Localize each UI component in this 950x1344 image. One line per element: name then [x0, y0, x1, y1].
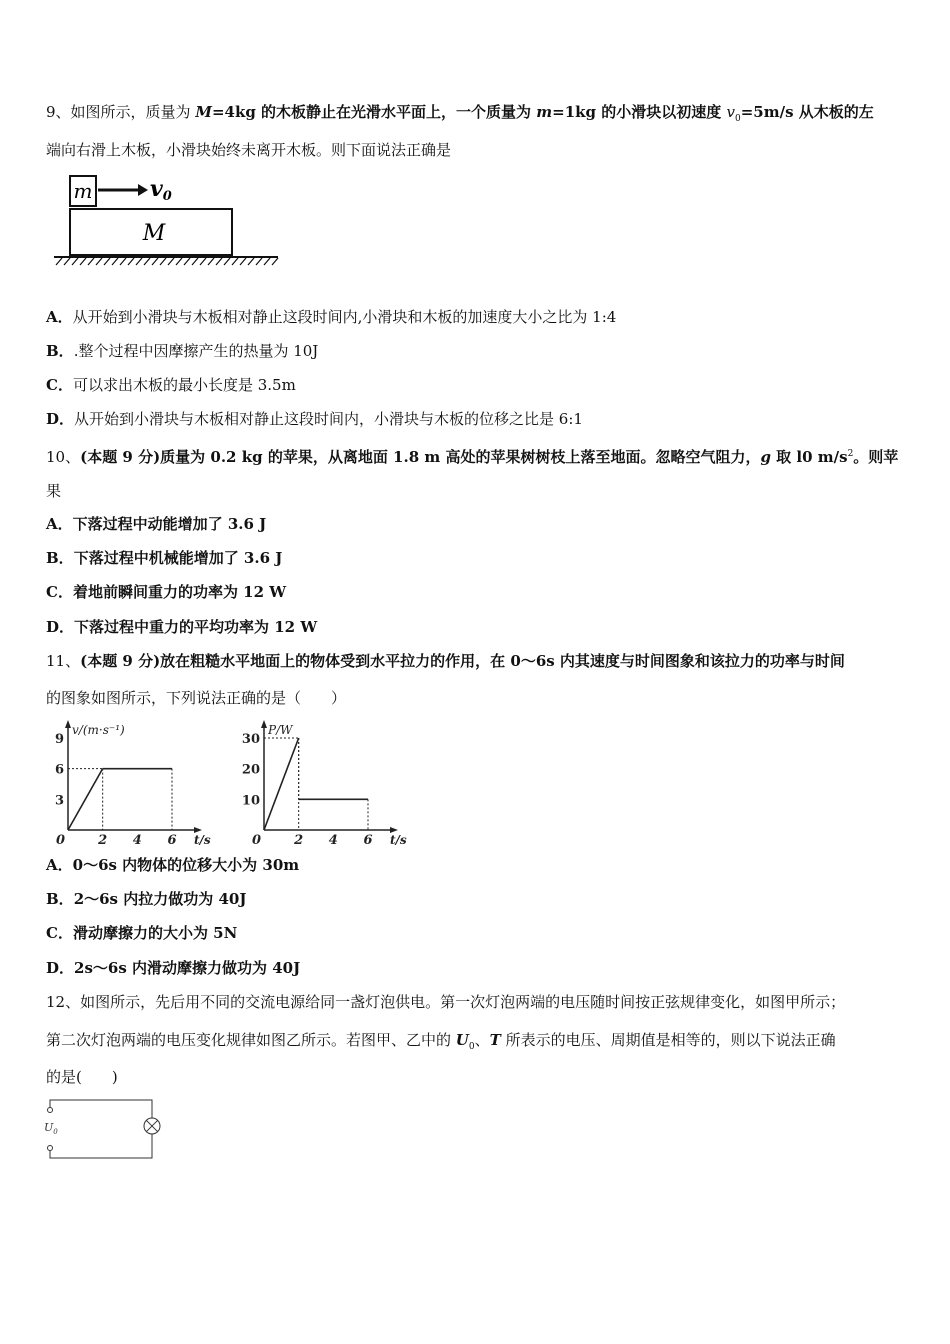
v-chart-y-tick-label: 9	[54, 732, 64, 747]
v-chart-x-tick-label: 6	[167, 833, 177, 848]
circuit-wire-lower	[50, 1134, 152, 1158]
ground-hatch-mark	[136, 258, 142, 265]
q9-option-b[interactable]: B．.整个过程中因摩擦产生的热量为 10J	[46, 342, 319, 360]
q11-option-a[interactable]: A．0～6s 内物体的位移大小为 30m	[46, 856, 300, 874]
ground-hatch-mark	[208, 258, 214, 265]
q12-stem-line3: 的是( )	[46, 1068, 118, 1086]
v-chart-x-tick-label: 4	[132, 833, 142, 848]
q9-option-d[interactable]: D．从开始到小滑块与木板相对静止这段时间内，小滑块与木板的位移之比是 6:1	[46, 410, 583, 428]
q12-stem-line1: 12、如图所示，先后用不同的交流电源给同一盏灯泡供电。第一次灯泡两端的电压随时间按正弦规律变化，如图甲所示；	[46, 993, 846, 1011]
ground-hatch-mark	[144, 258, 150, 265]
q11-option-b[interactable]: B．2～6s 内拉力做功为 40J	[46, 890, 247, 908]
q10-number: 10、	[46, 448, 81, 466]
q11-number: 11、	[46, 652, 81, 670]
p-chart-y-tick-label: 20	[241, 762, 260, 778]
ground-hatch-mark	[256, 258, 262, 265]
ground-hatch-mark	[216, 258, 222, 265]
ground-hatch-mark	[240, 258, 246, 265]
ground-hatch-mark	[176, 258, 182, 265]
q10-stem-line2: 果	[46, 482, 62, 500]
p-chart-origin-label: 0	[252, 833, 262, 848]
q10-option-d[interactable]: D．下落过程中重力的平均功率为 12 W	[46, 618, 318, 636]
p-chart-y-label: P/W	[268, 723, 293, 737]
q12-circuit	[44, 1098, 166, 1162]
q10-stem-line1: 10、(本题 9 分)质量为 0.2 kg 的苹果，从离地面 1.8 m 高处的苹果树树枝上落至地面。忽略空气阻力，g 取 l0 $m/s^2$。则苹	[46, 448, 899, 466]
q11-option-c[interactable]: C．滑动摩擦力的大小为 5N	[46, 924, 238, 942]
ground-hatch-mark	[264, 258, 270, 265]
ground-hatch-mark	[248, 258, 254, 265]
ground-hatch-mark	[160, 258, 166, 265]
q9-stem-line2: 端向右滑上木板，小滑块始终未离开木板。则下面说法正确是	[46, 141, 452, 159]
ground-hatch-mark	[72, 258, 78, 265]
q9-option-c[interactable]: C．可以求出木板的最小长度是 3.5m	[46, 376, 296, 394]
p-chart-y-tick-label: 30	[241, 732, 260, 747]
ground-hatch-mark	[56, 258, 62, 265]
ground-hatch-mark	[64, 258, 70, 265]
v-chart-y-label: v/(m·s⁻¹)	[72, 723, 125, 737]
power-time-chart	[241, 720, 412, 848]
ground-hatch-mark	[120, 258, 126, 265]
q12-number: 12、	[46, 993, 81, 1011]
ground-hatch-mark	[80, 258, 86, 265]
terminal-top	[48, 1108, 53, 1113]
slider-block-label: m	[73, 179, 93, 203]
q10-option-b[interactable]: B．下落过程中机械能增加了 3.6 J	[46, 549, 283, 567]
q9-number: 9、	[46, 103, 71, 121]
q11-stem-line1: 11、(本题 9 分)放在粗糙水平地面上的物体受到水平拉力的作用，在 0～6s 内其速度与时间图象和该拉力的功率与时间	[46, 652, 845, 670]
q10-option-c[interactable]: C．着地前瞬间重力的功率为 12 W	[46, 583, 287, 601]
q9-figure	[50, 170, 286, 270]
v-chart-y-axis-arrow	[65, 720, 71, 728]
q10-option-a[interactable]: A．下落过程中动能增加了 3.6 J	[46, 515, 267, 533]
ground-hatch-mark	[184, 258, 190, 265]
q11-stem-line2: 的图象如图所示，下列说法正确的是（ ）	[46, 689, 347, 707]
q9-option-a[interactable]: A．从开始到小滑块与木板相对静止这段时间内,小滑块和木板的加速度大小之比为 1:4	[46, 308, 617, 326]
terminal-bottom	[48, 1146, 53, 1151]
p-chart-x-tick-label: 2	[294, 833, 304, 848]
circuit-wire	[50, 1100, 152, 1118]
ground-hatch-mark	[232, 258, 238, 265]
ground-hatch-mark	[224, 258, 230, 265]
q12-stem-line2: 第二次灯泡两端的电压变化规律如图乙所示。若图甲、乙中的 $U_0$、T 所表示的电压、周期值是相等的，则以下说法正确	[46, 1031, 836, 1052]
ground-hatch-mark	[104, 258, 110, 265]
v-chart-y-tick-label: 6	[54, 762, 64, 778]
p-chart-x-tick-label: 6	[363, 833, 373, 848]
velocity-time-chart	[46, 720, 216, 848]
p-chart-series-segment	[264, 738, 299, 830]
ground-hatch-mark	[112, 258, 118, 265]
circuit-voltage-label: $U_0$	[44, 1121, 58, 1136]
board-label: M	[142, 221, 166, 246]
ground-hatch-mark	[200, 258, 206, 265]
q11-option-d[interactable]: D．2s～6s 内滑动摩擦力做功为 40J	[46, 959, 301, 977]
p-chart-y-tick-label: 10	[241, 793, 260, 809]
v-chart-series-segment	[68, 769, 103, 830]
p-chart-y-axis-arrow	[261, 720, 267, 728]
p-chart-x-label: t/s	[390, 833, 407, 847]
ground-hatch-mark	[152, 258, 158, 265]
velocity-label: v0	[150, 176, 172, 204]
ground-hatch-mark	[128, 258, 134, 265]
q9-stem-line1: 9、如图所示，质量为 M=4kg 的木板静止在光滑水平面上，一个质量为 m=1kg 的小滑块以初速度 $v_0=5m/s$ 从木板的左	[46, 103, 874, 124]
v-chart-origin-label: 0	[56, 833, 66, 848]
p-chart-x-tick-label: 4	[328, 833, 338, 848]
ground-hatch-mark	[272, 258, 278, 265]
ground-hatch	[56, 258, 278, 265]
ground-hatch-mark	[88, 258, 94, 265]
ground-hatch-mark	[96, 258, 102, 265]
v-chart-x-label: t/s	[194, 833, 211, 847]
velocity-arrow-head	[138, 184, 148, 196]
ground-hatch-mark	[192, 258, 198, 265]
ground-hatch-mark	[168, 258, 174, 265]
v-chart-x-tick-label: 2	[98, 833, 108, 848]
v-chart-y-tick-label: 3	[54, 793, 64, 809]
